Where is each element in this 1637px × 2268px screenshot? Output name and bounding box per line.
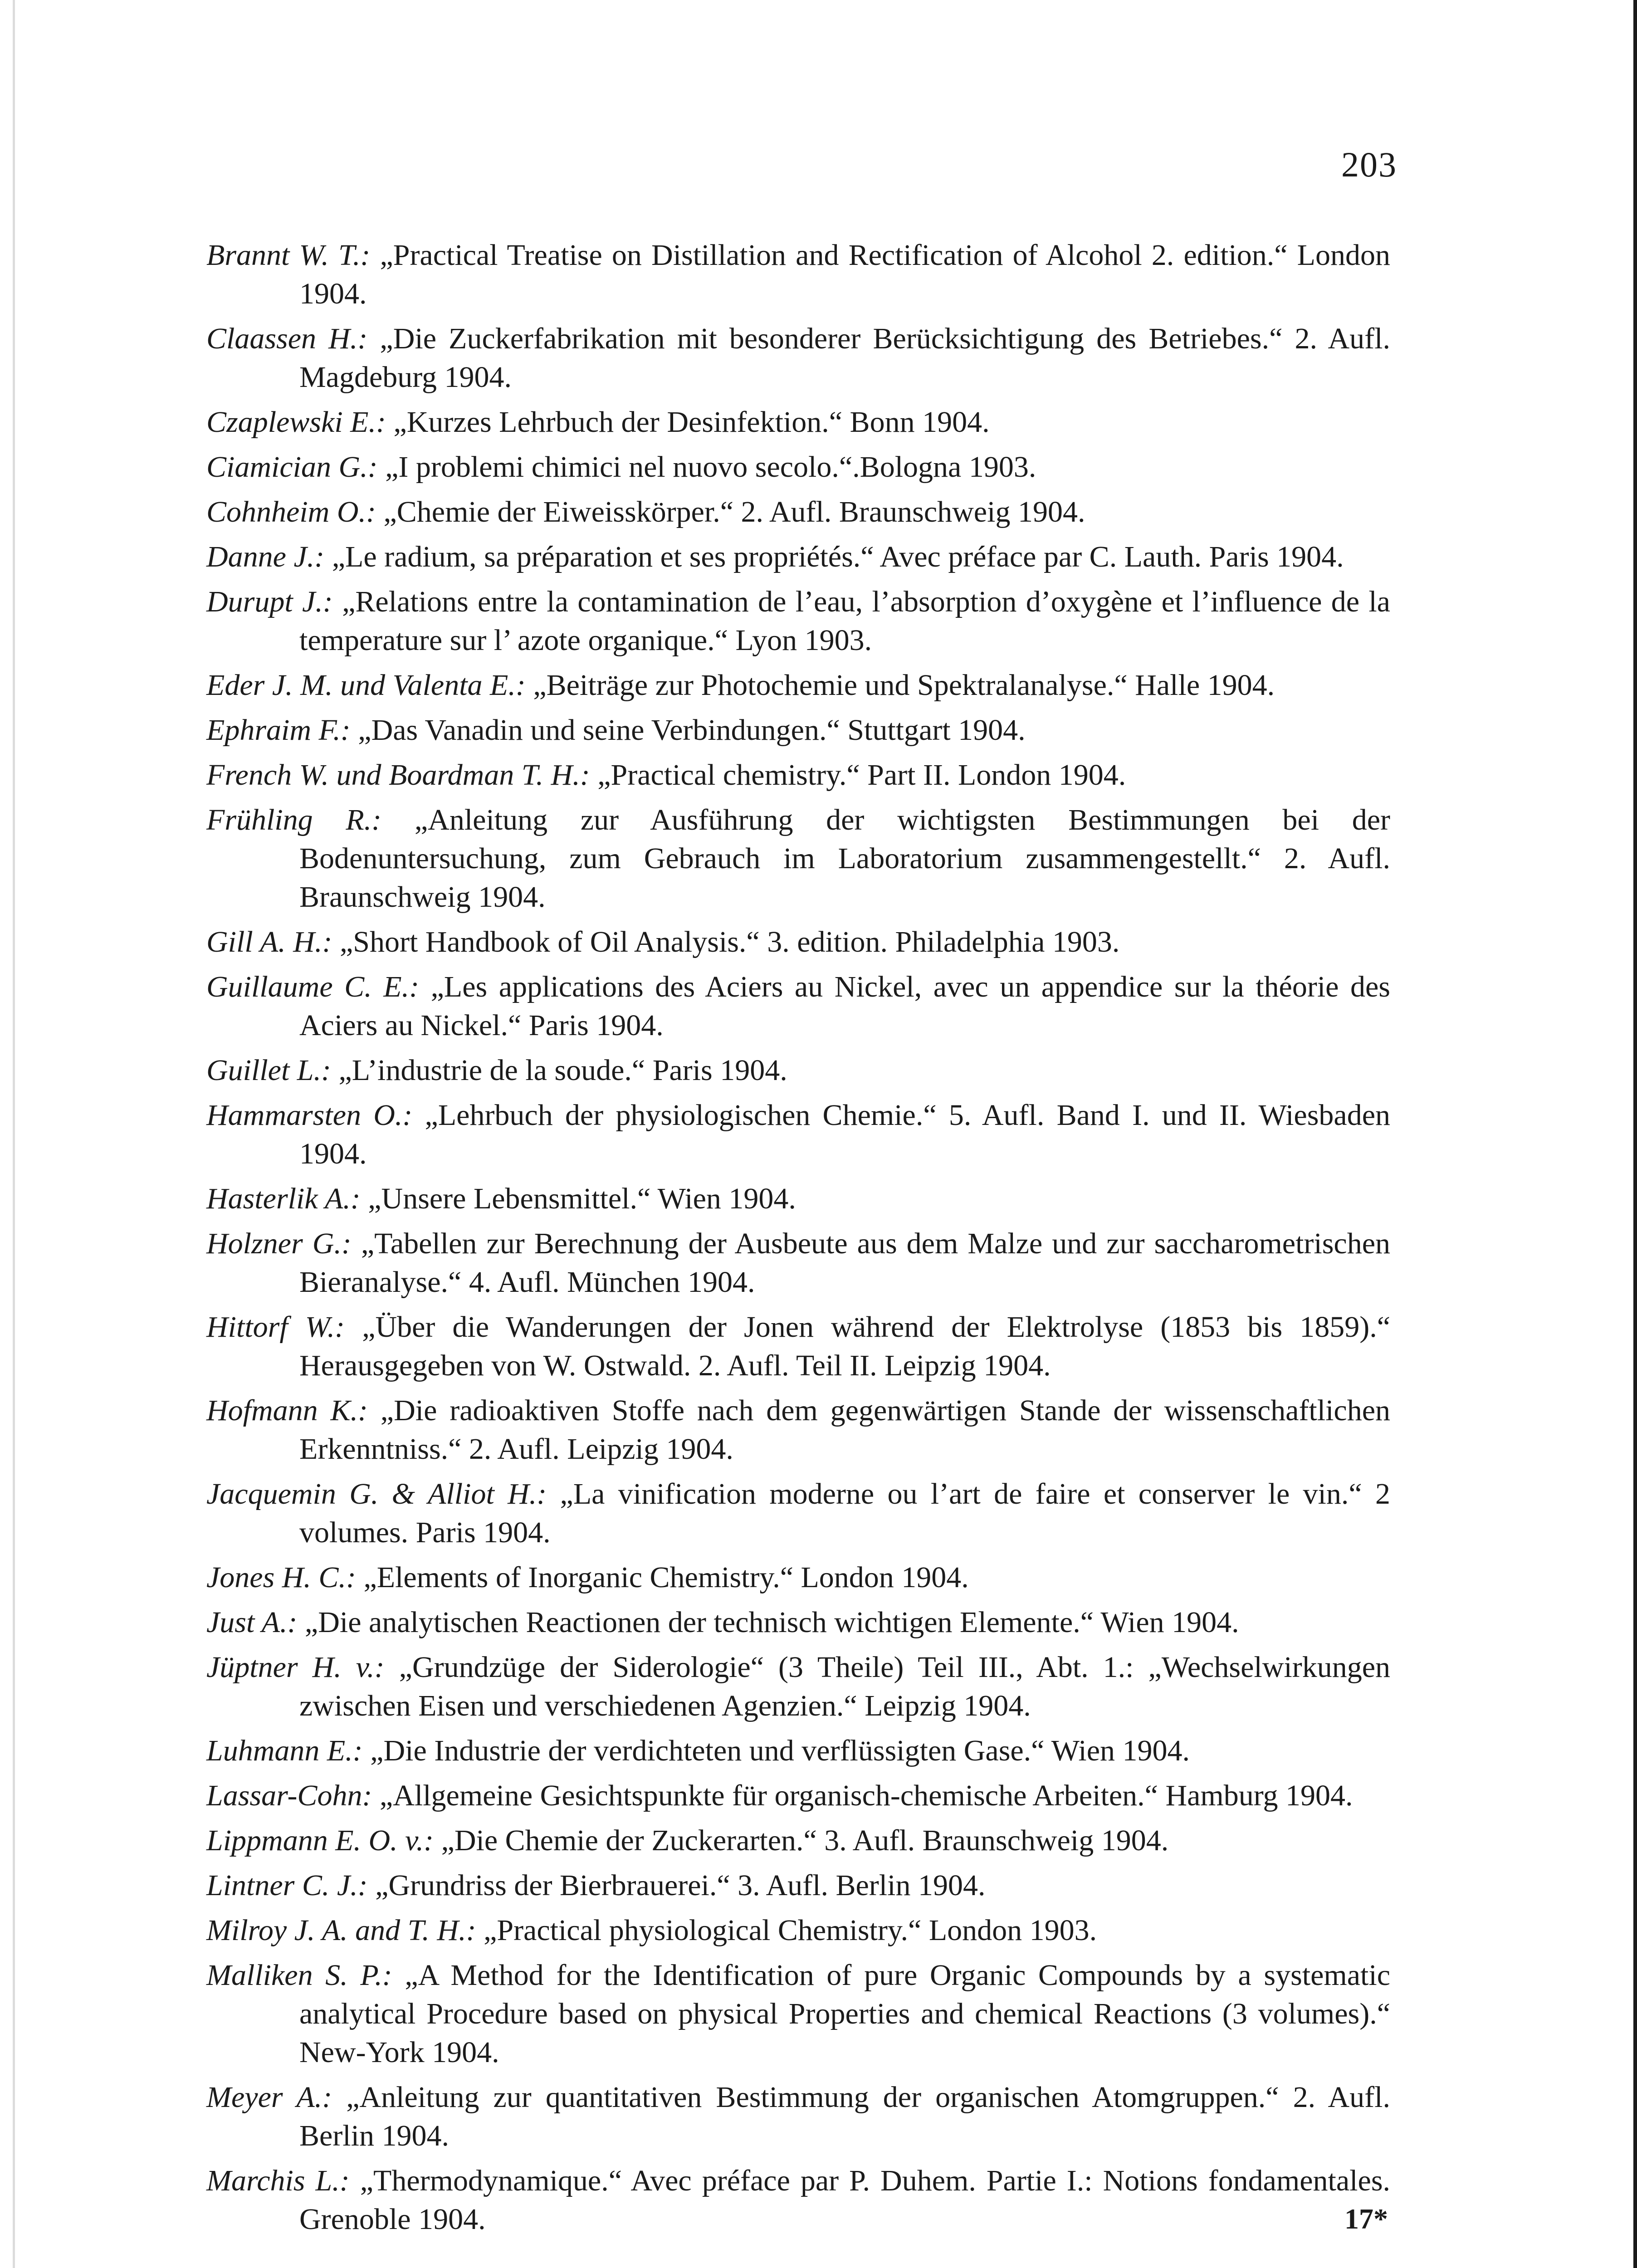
bibliography-entry bbox=[206, 2078, 1390, 2155]
bibliography-entry bbox=[206, 493, 1390, 531]
entry-author: Czaplewski E.: bbox=[206, 406, 386, 439]
entry-author: Claassen H.: bbox=[206, 322, 368, 355]
entry-title: „Les applications des Aciers au Nickel, avec un appendice sur la théorie des Aciers au Nickel.“ Paris 1904. bbox=[299, 970, 1390, 1042]
entry-author: Hittorf W.: bbox=[206, 1310, 345, 1344]
entry-author: Brannt W. T.: bbox=[206, 239, 371, 272]
entry-author: Meyer A.: bbox=[206, 2081, 332, 2114]
entry-title: „L’industrie de la soude.“ Paris 1904. bbox=[331, 1054, 787, 1087]
bibliography-entry bbox=[206, 1308, 1390, 1385]
entry-title: „A Method for the Identification of pure Organic Compounds by a systematic analytical Procedure based on physical Properties and chemical Reactions (3 volumes).“ New-York 1904. bbox=[299, 1959, 1390, 2069]
scan-edge-right bbox=[1633, 0, 1637, 2268]
entry-title: „Tabellen zur Berechnung der Ausbeute aus dem Malze und zur saccharometrischen Bieranalyse.“ 4. Aufl. München 1904. bbox=[299, 1227, 1390, 1299]
entry-title: „Beiträge zur Photochemie und Spektralanalyse.“ Halle 1904. bbox=[525, 669, 1275, 702]
bibliography-entry bbox=[206, 1179, 1390, 1218]
bibliography-entry bbox=[206, 1603, 1390, 1642]
entry-author: Hofmann K.: bbox=[206, 1394, 368, 1427]
entry-author: Jüptner H. v.: bbox=[206, 1651, 385, 1684]
bibliography-entry bbox=[206, 1096, 1390, 1173]
entry-author: Durupt J.: bbox=[206, 585, 333, 618]
entry-author: Guillet L.: bbox=[206, 1054, 331, 1087]
bibliography-entry bbox=[206, 1866, 1390, 1905]
entry-title: „Das Vanadin und seine Verbindungen.“ Stuttgart 1904. bbox=[350, 714, 1026, 747]
bibliography-entry bbox=[206, 1776, 1390, 1815]
entry-author: Just A.: bbox=[206, 1606, 298, 1639]
entry-title: „Thermodynamique.“ Avec préface par P. Duhem. Partie I.: Notions fondamentales. Grenoble 1904. bbox=[299, 2164, 1390, 2236]
page-number: 203 bbox=[1341, 145, 1397, 184]
entry-author: Malliken S. P.: bbox=[206, 1959, 392, 1992]
entry-author: Lintner C. J.: bbox=[206, 1869, 368, 1902]
entry-author: Luhmann E.: bbox=[206, 1734, 363, 1767]
entry-author: Danne J.: bbox=[206, 540, 325, 573]
bibliography-entry bbox=[206, 1648, 1390, 1725]
entry-title: „Practical Treatise on Distillation and Rectification of Alcohol 2. edition.“ London 1904. bbox=[299, 239, 1390, 310]
bibliography-list bbox=[206, 236, 1390, 2245]
entry-author: Eder J. M. und Valenta E.: bbox=[206, 669, 526, 702]
entry-title: „Unsere Lebensmittel.“ Wien 1904. bbox=[360, 1182, 796, 1215]
entry-title: „Die radioaktiven Stoffe nach dem gegenwärtigen Stande der wissenschaftlichen Erkenntniss.“ 2. Aufl. Leipzig 1904. bbox=[299, 1394, 1390, 1466]
bibliography-entry bbox=[206, 801, 1390, 916]
entry-title: „Grundzüge der Siderologie“ (3 Theile) Teil III., Abt. 1.: „Wechselwirkungen zwischen Eisen und verschiedenen Agenzien.“ Leipzig 1904. bbox=[299, 1651, 1390, 1722]
scan-edge-left bbox=[13, 0, 15, 2268]
bibliography-entry bbox=[206, 582, 1390, 660]
bibliography-entry bbox=[206, 923, 1390, 961]
entry-title: „Chemie der Eiweisskörper.“ 2. Aufl. Braunschweig 1904. bbox=[376, 495, 1085, 528]
bibliography-entry bbox=[206, 538, 1390, 576]
entry-author: Jones H. C.: bbox=[206, 1561, 356, 1594]
entry-author: Gill A. H.: bbox=[206, 925, 332, 958]
entry-author: Milroy J. A. and T. H.: bbox=[206, 1914, 476, 1947]
bibliography-entry bbox=[206, 1475, 1390, 1552]
entry-title: „Die Zuckerfabrikation mit besonderer Berücksichtigung des Betriebes.“ 2. Aufl. Magdeburg 1904. bbox=[299, 322, 1390, 394]
entry-title: „Short Handbook of Oil Analysis.“ 3. edition. Philadelphia 1903. bbox=[332, 925, 1120, 958]
entry-title: „Le radium, sa préparation et ses propriétés.“ Avec préface par C. Lauth. Paris 1904. bbox=[324, 540, 1344, 573]
entry-author: Cohnheim O.: bbox=[206, 495, 376, 528]
entry-author: Marchis L.: bbox=[206, 2164, 350, 2197]
entry-title: „Allgemeine Gesichtspunkte für organisch-chemische Arbeiten.“ Hamburg 1904. bbox=[372, 1779, 1353, 1812]
bibliography-entry bbox=[206, 711, 1390, 749]
entry-title: „Die Chemie der Zuckerarten.“ 3. Aufl. Braunschweig 1904. bbox=[434, 1824, 1169, 1857]
entry-author: Ciamician G.: bbox=[206, 450, 378, 484]
signature-mark: 17* bbox=[1344, 2203, 1388, 2235]
entry-title: „Über die Wanderungen der Jonen während der Elektrolyse (1853 bis 1859).“ Herausgegeben von W. Ostwald. 2. Aufl. Teil II. Leipzig 1904. bbox=[299, 1310, 1391, 1382]
bibliography-entry bbox=[206, 319, 1390, 396]
bibliography-entry bbox=[206, 448, 1390, 486]
bibliography-entry bbox=[206, 968, 1390, 1045]
entry-title: „Practical chemistry.“ Part II. London 1904. bbox=[590, 758, 1126, 792]
entry-title: „Anleitung zur Ausführung der wichtigsten Bestimmungen bei der Bodenuntersuchung, zum Gebrauch im Laboratorium zusammengestellt.“ 2. Aufl. Braunschweig 1904. bbox=[299, 803, 1390, 914]
entry-author: Ephraim F.: bbox=[206, 714, 351, 747]
bibliography-entry bbox=[206, 756, 1390, 794]
entry-title: „La vinification moderne ou l’art de faire et conserver le vin.“ 2 volumes. Paris 1904. bbox=[299, 1477, 1390, 1549]
bibliography-entry bbox=[206, 666, 1390, 704]
entry-author: Hammarsten O.: bbox=[206, 1099, 413, 1132]
bibliography-entry bbox=[206, 236, 1390, 313]
entry-title: „Practical physiological Chemistry.“ London 1903. bbox=[476, 1914, 1097, 1947]
entry-title: „Anleitung zur quantitativen Bestimmung der organischen Atomgruppen.“ 2. Aufl. Berlin 1904. bbox=[299, 2081, 1390, 2152]
entry-title: „I problemi chimici nel nuovo secolo.“.Bologna 1903. bbox=[377, 450, 1036, 484]
entry-title: „Elements of Inorganic Chemistry.“ London 1904. bbox=[356, 1561, 969, 1594]
entry-author: Jacquemin G. & Alliot H.: bbox=[206, 1477, 547, 1510]
entry-author: Lassar-Cohn: bbox=[206, 1779, 372, 1812]
bibliography-entry bbox=[206, 2161, 1390, 2239]
entry-author: Lippmann E. O. v.: bbox=[206, 1824, 434, 1857]
bibliography-entry bbox=[206, 1731, 1390, 1770]
entry-title: „Die Industrie der verdichteten und verflüssigten Gase.“ Wien 1904. bbox=[362, 1734, 1190, 1767]
bibliography-entry bbox=[206, 1911, 1390, 1950]
bibliography-entry bbox=[206, 403, 1390, 441]
entry-author: Holzner G.: bbox=[206, 1227, 352, 1260]
bibliography-entry bbox=[206, 1956, 1390, 2072]
entry-author: Hasterlik A.: bbox=[206, 1182, 361, 1215]
entry-author: Frühling R.: bbox=[206, 803, 382, 836]
entry-title: „Lehrbuch der physiologischen Chemie.“ 5. Aufl. Band I. und II. Wiesbaden 1904. bbox=[299, 1099, 1390, 1170]
bibliography-entry bbox=[206, 1051, 1390, 1090]
bibliography-entry bbox=[206, 1821, 1390, 1860]
bibliography-entry bbox=[206, 1558, 1390, 1597]
entry-title: „Die analytischen Reactionen der technisch wichtigen Elemente.“ Wien 1904. bbox=[297, 1606, 1239, 1639]
entry-title: „Kurzes Lehrbuch der Desinfektion.“ Bonn 1904. bbox=[386, 406, 990, 439]
bibliography-entry bbox=[206, 1391, 1390, 1468]
entry-author: French W. und Boardman T. H.: bbox=[206, 758, 590, 792]
bibliography-entry bbox=[206, 1224, 1390, 1301]
entry-title: „Relations entre la contamination de l’eau, l’absorption d’oxygène et l’influence de la temperature sur l’ azote organique.“ Lyon 1903. bbox=[299, 585, 1390, 657]
entry-author: Guillaume C. E.: bbox=[206, 970, 420, 1003]
entry-title: „Grundriss der Bierbrauerei.“ 3. Aufl. Berlin 1904. bbox=[367, 1869, 986, 1902]
